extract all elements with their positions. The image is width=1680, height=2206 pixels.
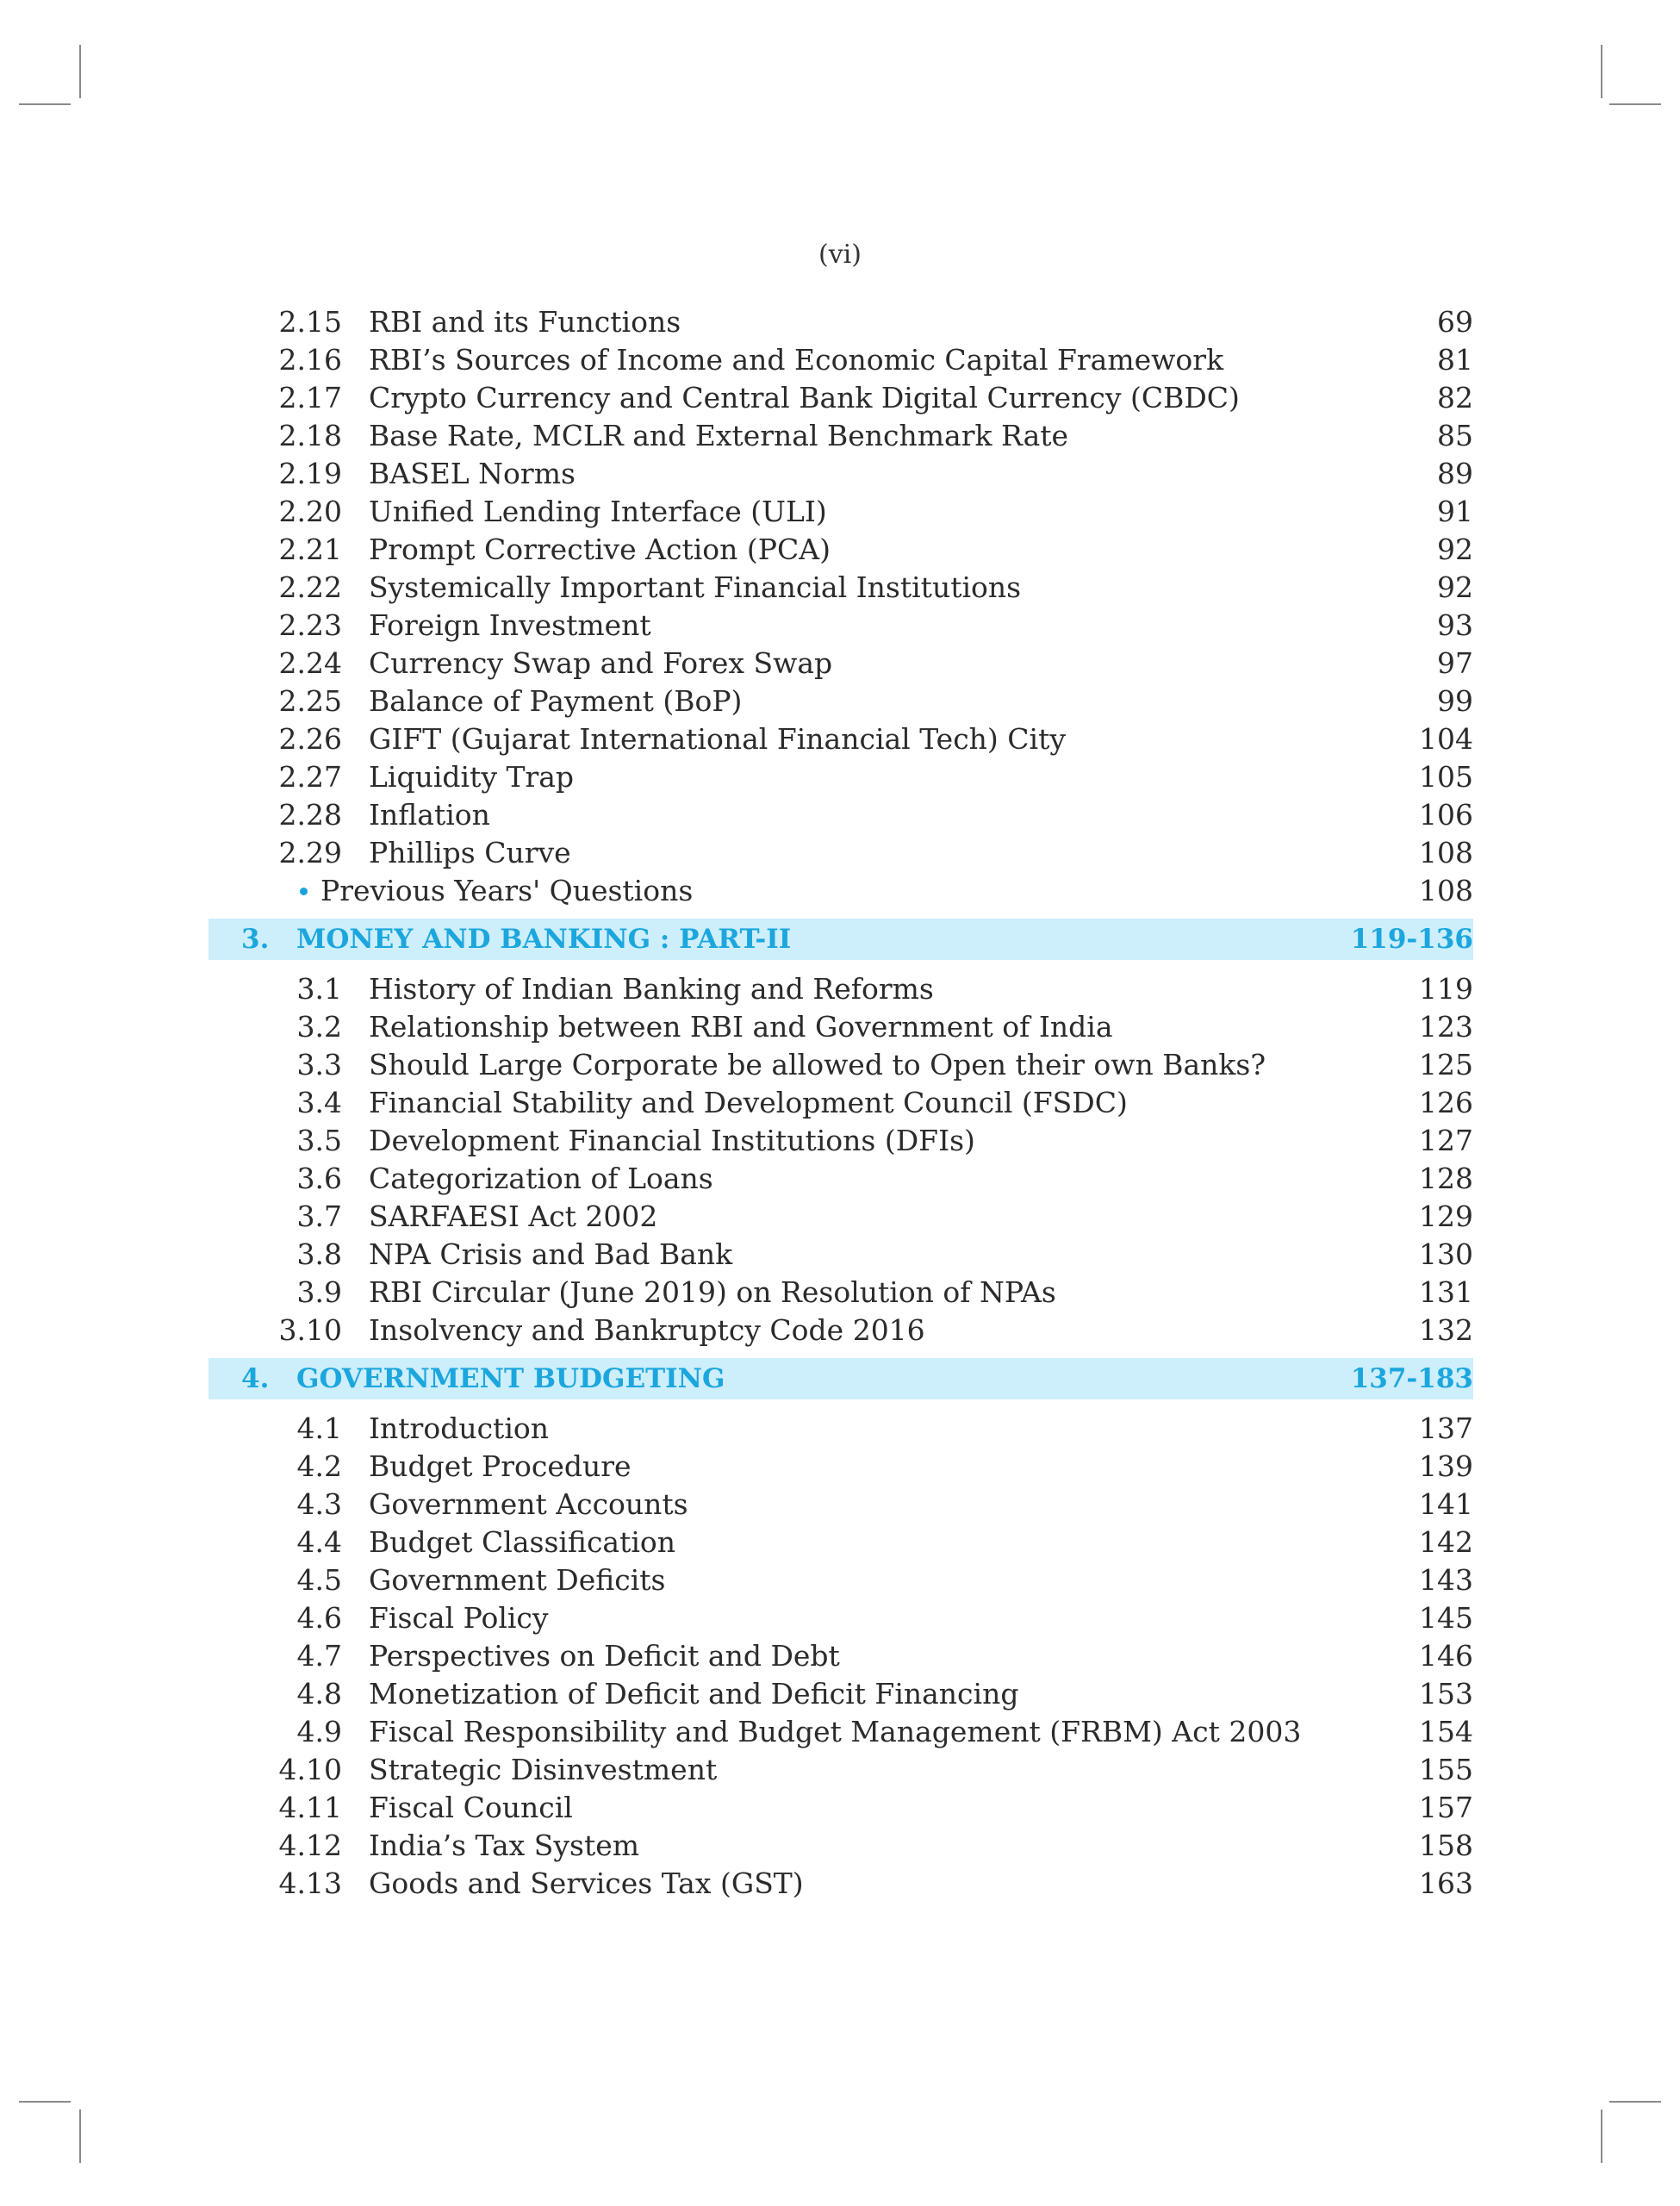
entry-title: NPA Crisis and Bad Bank (369, 1237, 733, 1271)
toc-entry[interactable] (208, 379, 1473, 417)
entry-title: Relationship between RBI and Government of India (369, 1010, 1113, 1044)
entry-page: 127 (1419, 1124, 1473, 1157)
entry-title: Phillips Curve (369, 836, 571, 869)
entry-title: Goods and Services Tax (GST) (369, 1866, 804, 1900)
entry-number: 4.6 (296, 1601, 342, 1635)
toc-entry[interactable] (208, 1448, 1473, 1486)
entry-number: 4.5 (296, 1563, 342, 1597)
bullet-icon (300, 888, 308, 895)
entry-title: Insolvency and Bankruptcy Code 2016 (369, 1313, 925, 1347)
toc-entry[interactable] (208, 1789, 1473, 1827)
crop-mark (1609, 2101, 1661, 2103)
entry-number: 2.28 (278, 798, 342, 832)
entry-page: 89 (1437, 457, 1473, 490)
entry-page: 126 (1419, 1086, 1473, 1119)
entry-page: 93 (1437, 608, 1473, 642)
entry-number: 3.9 (296, 1275, 342, 1309)
entry-number: 3.2 (296, 1010, 342, 1044)
toc-entry[interactable] (208, 303, 1473, 341)
entry-page: 119 (1419, 972, 1473, 1006)
entry-number: 3.6 (296, 1162, 342, 1195)
crop-mark (79, 2109, 81, 2163)
entry-title: Monetization of Deficit and Deficit Financing (369, 1677, 1019, 1711)
crop-mark (1601, 2109, 1602, 2163)
entry-page: 143 (1419, 1563, 1473, 1597)
entry-page: 153 (1419, 1677, 1473, 1711)
entry-number: 4.7 (296, 1639, 342, 1673)
entry-page: 130 (1419, 1237, 1473, 1271)
entry-title: Fiscal Policy (369, 1601, 549, 1635)
entry-title: Fiscal Council (369, 1791, 573, 1824)
entry-page: 158 (1419, 1829, 1473, 1862)
entry-number: 4.3 (296, 1487, 342, 1521)
entry-title: Previous Years' Questions (320, 874, 694, 907)
toc-entry[interactable] (208, 1410, 1473, 1448)
entry-number: 4.9 (296, 1715, 342, 1748)
entry-number: 2.16 (278, 343, 342, 377)
chapter-page-range: 137-183 (1350, 1363, 1473, 1394)
chapter-title: GOVERNMENT BUDGETING (296, 1363, 725, 1394)
entry-title: Liquidity Trap (369, 760, 575, 794)
toc-entry[interactable] (208, 455, 1473, 493)
toc-entry[interactable] (208, 1637, 1473, 1675)
entry-page: 106 (1419, 798, 1473, 832)
toc-entry[interactable] (208, 796, 1473, 834)
entry-title: India’s Tax System (369, 1829, 640, 1862)
toc-entry[interactable] (208, 1486, 1473, 1524)
entry-page: 105 (1419, 760, 1473, 794)
chapter-header[interactable] (208, 1358, 1473, 1399)
toc-entry[interactable] (208, 1122, 1473, 1160)
toc-entry[interactable] (208, 1524, 1473, 1561)
entry-number: 2.20 (278, 495, 342, 528)
chapter-title: MONEY AND BANKING : PART-II (296, 924, 792, 955)
entry-number: 3.4 (296, 1086, 342, 1119)
entry-page: 97 (1437, 646, 1473, 680)
toc-entry[interactable] (208, 1865, 1473, 1903)
entry-page: 139 (1419, 1449, 1473, 1483)
entry-number: 4.8 (296, 1677, 342, 1711)
entry-number: 4.1 (296, 1411, 342, 1445)
chapter-header[interactable] (208, 919, 1473, 960)
entry-title: BASEL Norms (369, 457, 576, 490)
entry-title: RBI Circular (June 2019) on Resolution of NPAs (369, 1275, 1056, 1309)
entry-title: Inflation (369, 798, 490, 832)
toc-entry[interactable] (208, 1008, 1473, 1046)
entry-number: 2.23 (278, 608, 342, 642)
entry-page: 92 (1437, 533, 1473, 566)
entry-number: 3.3 (296, 1048, 342, 1081)
toc-entry[interactable] (208, 417, 1473, 455)
entry-title: Foreign Investment (369, 608, 651, 642)
entry-number: 3.7 (296, 1200, 342, 1233)
entry-page: 163 (1419, 1866, 1473, 1900)
entry-page: 141 (1419, 1487, 1473, 1521)
entry-number: 3.5 (296, 1124, 342, 1157)
entry-title: Introduction (369, 1411, 549, 1445)
entry-page: 137 (1419, 1411, 1473, 1445)
chapter-page-range: 119-136 (1350, 924, 1473, 955)
toc-entry[interactable] (208, 970, 1473, 1008)
toc-entry[interactable] (208, 1713, 1473, 1751)
entry-number: 4.12 (278, 1829, 342, 1862)
entry-page: 123 (1419, 1010, 1473, 1044)
entry-page: 129 (1419, 1200, 1473, 1233)
toc-entry[interactable] (208, 1046, 1473, 1084)
entry-page: 145 (1419, 1601, 1473, 1635)
entry-page: 154 (1419, 1715, 1473, 1748)
entry-page: 131 (1419, 1275, 1473, 1309)
entry-page: 155 (1419, 1753, 1473, 1786)
toc-entry[interactable] (208, 341, 1473, 379)
entry-page: 99 (1437, 684, 1473, 718)
entry-page: 69 (1437, 305, 1473, 339)
toc-entry[interactable] (208, 1675, 1473, 1713)
entry-title: History of Indian Banking and Reforms (369, 972, 934, 1006)
entry-title: Budget Procedure (369, 1449, 632, 1483)
chapter-number: 4. (241, 1363, 270, 1394)
toc-entry[interactable] (208, 493, 1473, 531)
toc-entry[interactable] (208, 531, 1473, 569)
entry-page: 142 (1419, 1525, 1473, 1559)
entry-page: 104 (1419, 722, 1473, 756)
entry-title: SARFAESI Act 2002 (369, 1200, 658, 1233)
crop-mark (19, 2101, 71, 2103)
entry-title: Fiscal Responsibility and Budget Management (FRBM) Act 2003 (369, 1715, 1302, 1748)
entry-number: 4.4 (296, 1525, 342, 1559)
entry-page: 108 (1419, 874, 1473, 907)
entry-page: 91 (1437, 495, 1473, 528)
crop-mark (1601, 45, 1602, 98)
toc-entry[interactable] (208, 645, 1473, 682)
entry-number: 2.25 (278, 684, 342, 718)
entry-page: 85 (1437, 419, 1473, 452)
toc-entry[interactable] (208, 1561, 1473, 1599)
entry-title: Crypto Currency and Central Bank Digital Currency (CBDC) (369, 381, 1240, 414)
table-of-contents (208, 303, 1473, 1903)
entry-title: Prompt Corrective Action (PCA) (369, 533, 831, 566)
entry-number: 2.29 (278, 836, 342, 869)
entry-title: Unified Lending Interface (ULI) (369, 495, 827, 528)
entry-number: 3.1 (296, 972, 342, 1006)
toc-entry[interactable] (208, 1160, 1473, 1198)
entry-page: 82 (1437, 381, 1473, 414)
entry-number: 2.26 (278, 722, 342, 756)
entry-number: 3.8 (296, 1237, 342, 1271)
entry-title: Balance of Payment (BoP) (369, 684, 743, 718)
entry-page: 108 (1419, 836, 1473, 869)
entry-number: 4.13 (278, 1866, 342, 1900)
entry-title: Should Large Corporate be allowed to Open their own Banks? (369, 1048, 1266, 1081)
crop-mark (19, 103, 71, 105)
entry-number: 2.22 (278, 570, 342, 604)
chapter-number: 3. (241, 924, 270, 955)
toc-entry[interactable] (208, 1236, 1473, 1274)
entry-title: Government Deficits (369, 1563, 666, 1597)
entry-number: 2.17 (278, 381, 342, 414)
toc-entry[interactable] (208, 1312, 1473, 1349)
entry-title: Financial Stability and Development Council (FSDC) (369, 1086, 1128, 1119)
toc-entry[interactable] (208, 720, 1473, 758)
entry-page: 125 (1419, 1048, 1473, 1081)
crop-mark (79, 45, 81, 98)
toc-entry[interactable] (208, 1084, 1473, 1122)
entry-number: 4.10 (278, 1753, 342, 1786)
entry-title: Currency Swap and Forex Swap (369, 646, 833, 680)
entry-title: Budget Classification (369, 1525, 676, 1559)
toc-entry[interactable] (208, 758, 1473, 796)
entry-number: 3.10 (278, 1313, 342, 1347)
entry-number: 4.2 (296, 1449, 342, 1483)
toc-entry[interactable] (208, 1274, 1473, 1312)
entry-number: 2.15 (278, 305, 342, 339)
entry-number: 2.21 (278, 533, 342, 566)
toc-entry[interactable] (208, 834, 1473, 872)
toc-entry[interactable] (208, 607, 1473, 645)
toc-entry[interactable] (208, 1827, 1473, 1865)
entry-page: 92 (1437, 570, 1473, 604)
toc-entry[interactable] (208, 569, 1473, 607)
entry-number: 4.11 (278, 1791, 342, 1824)
entry-title: Development Financial Institutions (DFIs) (369, 1124, 975, 1157)
entry-title: Perspectives on Deficit and Debt (369, 1639, 840, 1673)
toc-entry[interactable] (208, 1599, 1473, 1637)
toc-entry[interactable] (208, 682, 1473, 720)
entry-title: Government Accounts (369, 1487, 688, 1521)
entry-page: 146 (1419, 1639, 1473, 1673)
entry-page: 157 (1419, 1791, 1473, 1824)
crop-mark (1609, 103, 1661, 105)
toc-entry[interactable] (208, 1751, 1473, 1789)
entry-title: Strategic Disinvestment (369, 1753, 718, 1786)
entry-title: Base Rate, MCLR and External Benchmark Rate (369, 419, 1069, 452)
entry-number: 2.19 (278, 457, 342, 490)
toc-entry-previous-questions[interactable] (208, 872, 1473, 910)
entry-title: RBI and its Functions (369, 305, 681, 339)
entry-number: 2.18 (278, 419, 342, 452)
entry-page: 81 (1437, 343, 1473, 377)
entry-title: GIFT (Gujarat International Financial Tech) City (369, 722, 1066, 756)
entry-number: 2.27 (278, 760, 342, 794)
page-number: (vi) (818, 240, 862, 270)
entry-title: Systemically Important Financial Institutions (369, 570, 1022, 604)
entry-page: 132 (1419, 1313, 1473, 1347)
entry-title: RBI’s Sources of Income and Economic Capital Framework (369, 343, 1224, 377)
entry-title: Categorization of Loans (369, 1162, 713, 1195)
entry-page: 128 (1419, 1162, 1473, 1195)
toc-entry[interactable] (208, 1198, 1473, 1236)
entry-number: 2.24 (278, 646, 342, 680)
